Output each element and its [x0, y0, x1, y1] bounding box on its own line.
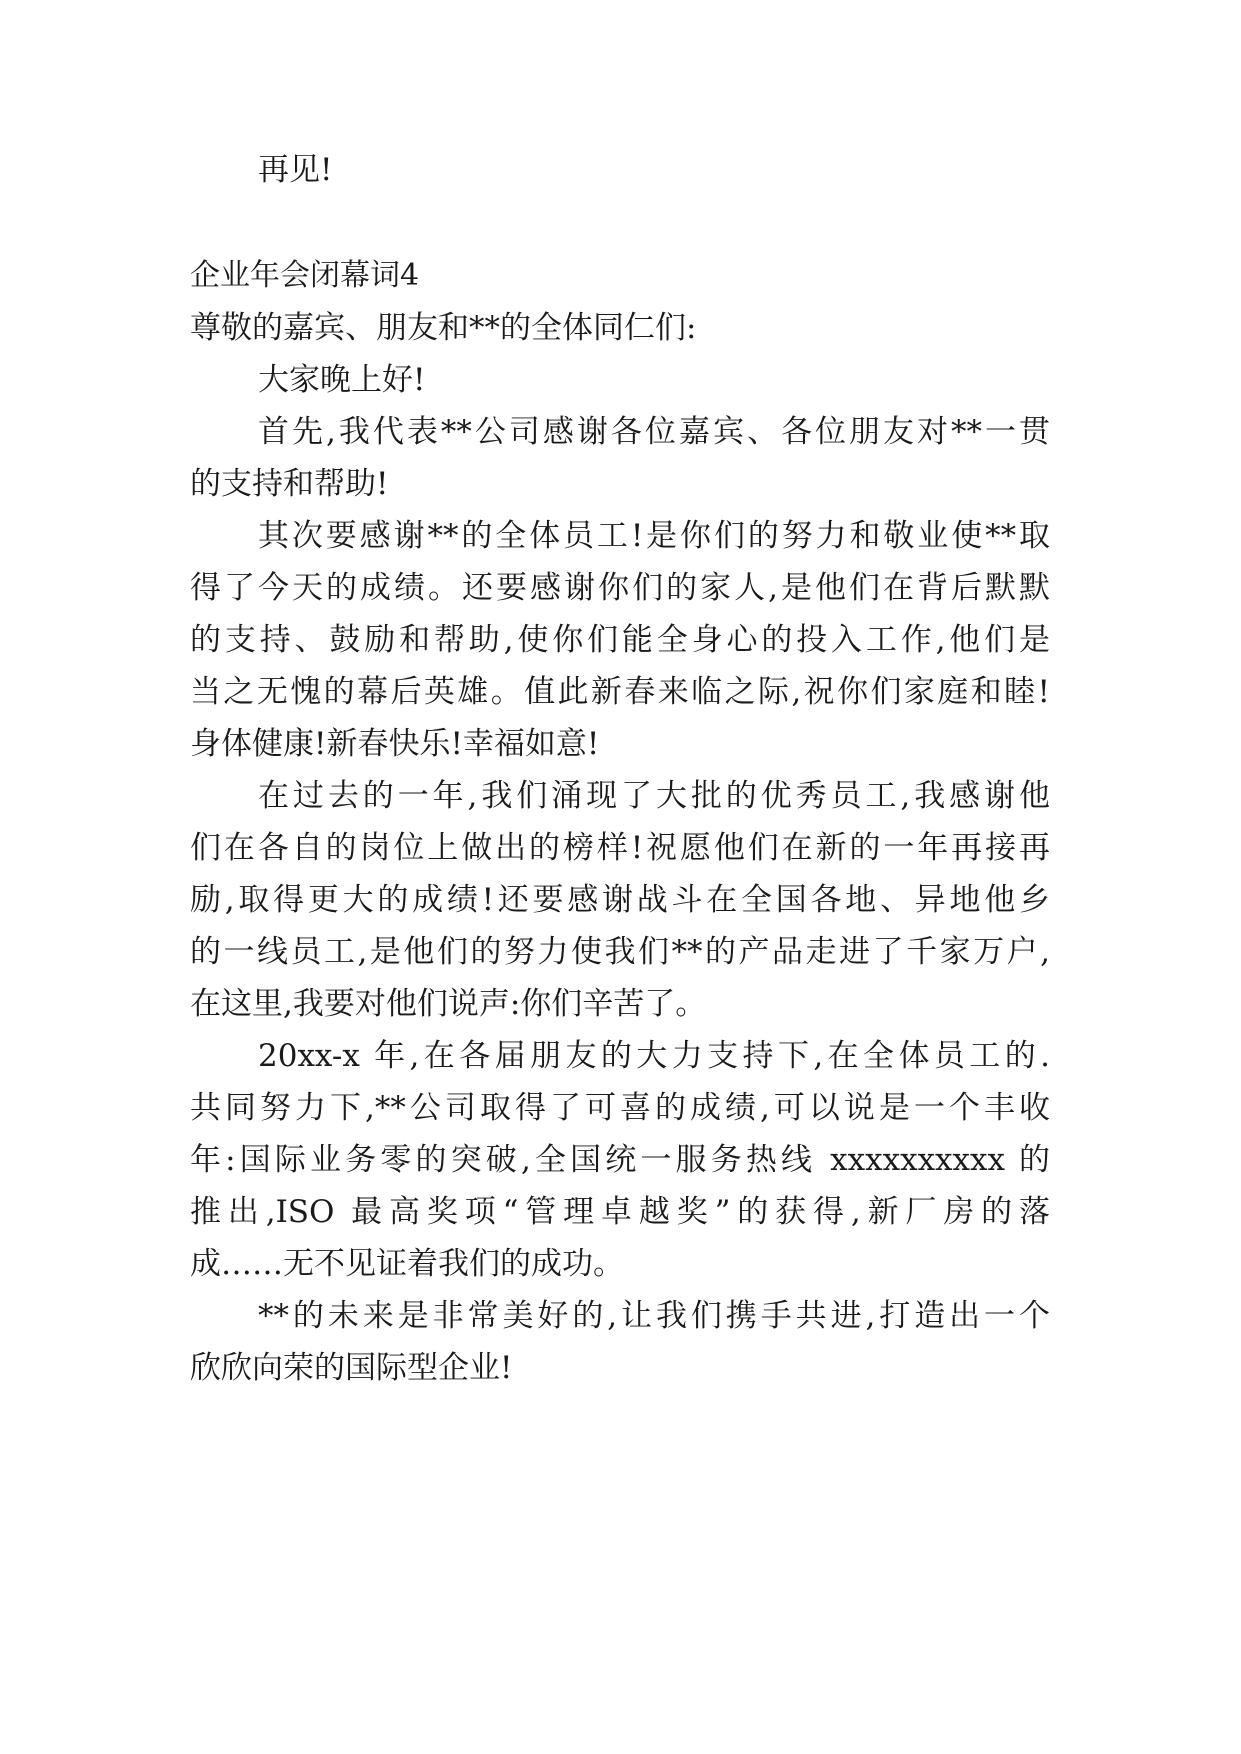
paragraph-line: 励,取得更大的成绩!还要感谢战斗在全国各地、异地他乡	[190, 882, 1050, 918]
paragraph-line: 年:国际业务零的突破,全国统一服务热线 xxxxxxxxxx 的	[190, 1142, 1050, 1178]
paragraph-line: 共同努力下,**公司取得了可喜的成绩,可以说是一个丰收	[190, 1090, 1050, 1126]
paragraph-line: 推出,ISO 最高奖项“管理卓越奖”的获得,新厂房的落	[190, 1194, 1050, 1230]
paragraph-line: 当之无愧的幕后英雄。值此新春来临之际,祝你们家庭和睦!	[190, 674, 1050, 710]
document-title: 企业年会闭幕词4	[190, 258, 420, 293]
paragraph-line: 在这里,我要对他们说声:你们辛苦了。	[190, 986, 707, 1022]
paragraph-line: 20xx-x 年,在各届朋友的大力支持下,在全体员工的.	[258, 1038, 1050, 1074]
paragraph-line: 在过去的一年,我们涌现了大批的优秀员工,我感谢他	[258, 778, 1050, 814]
paragraph-line: 的一线员工,是他们的努力使我们**的产品走进了千家万户,	[190, 934, 1050, 970]
paragraph-line: 成……无不见证着我们的成功。	[190, 1246, 624, 1282]
greeting: 大家晚上好!	[258, 362, 426, 398]
paragraph-line: 身体健康!新春快乐!幸福如意!	[190, 726, 600, 762]
paragraph-line: 们在各自的岗位上做出的榜样!祝愿他们在新的一年再接再	[190, 830, 1050, 866]
paragraph-line: 其次要感谢**的全体员工!是你们的努力和敬业使**取	[258, 518, 1050, 554]
paragraph-line: 的支持和帮助!	[190, 466, 389, 502]
paragraph-line: 的支持、鼓励和帮助,使你们能全身心的投入工作,他们是	[190, 622, 1050, 658]
paragraph-line: **的未来是非常美好的,让我们携手共进,打造出一个	[258, 1298, 1050, 1334]
paragraph-line: 得了今天的成绩。还要感谢你们的家人,是他们在背后默默	[190, 570, 1050, 606]
paragraph-line: 首先,我代表**公司感谢各位嘉宾、各位朋友对**一贯	[258, 414, 1050, 450]
salutation: 尊敬的嘉宾、朋友和**的全体同仁们:	[190, 310, 697, 346]
paragraph-line: 欣欣向荣的国际型企业!	[190, 1350, 513, 1386]
closing-line: 再见!	[258, 152, 333, 188]
